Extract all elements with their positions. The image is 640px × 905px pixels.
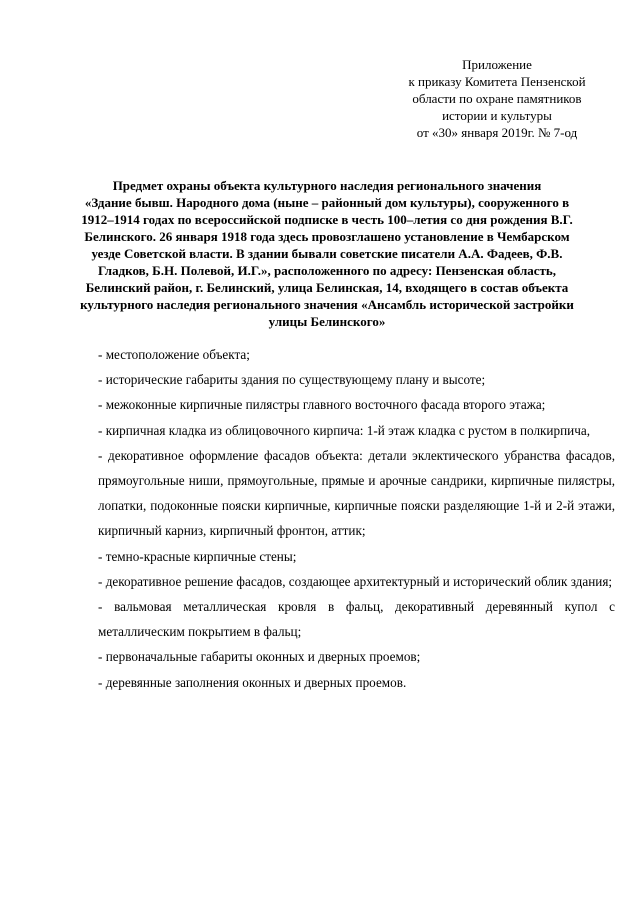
heading-line: культурного наследия регионального значения «Ансамбль исторической застройки (80, 297, 574, 312)
list-item: - кирпичная кладка из облицовочного кирпича: 1-й этаж кладка с рустом в полкирпича, (98, 422, 590, 438)
list-item: - декоративное решение фасадов, создающее архитектурный и исторический облик здания; (98, 573, 613, 589)
protection-items-list (98, 342, 615, 695)
appendix-line-title: Приложение (462, 57, 532, 72)
heading-line: Предмет охраны объекта культурного наследия регионального значения (112, 178, 542, 193)
heading-line: уезде Советской власти. В здании бывали советские писатели А.А. Фадеев, Ф.В. (91, 246, 563, 261)
heading-line: Белинского. 26 января 1918 года здесь провозглашено установление в Чембарском (84, 229, 570, 244)
heading-line: «Здание бывш. Народного дома (ныне – районный дом культуры), сооруженного в (84, 195, 570, 210)
appendix-line-culture: истории и культуры (442, 108, 552, 123)
list-item: - местоположение объекта; (98, 347, 250, 362)
list-item: - темно-красные кирпичные стены; (98, 548, 297, 564)
list-item: - первоначальные габариты оконных и дверных проемов; (98, 649, 421, 665)
heading-line: Гладков, Б.Н. Полевой, И.Г.», расположенного по адресу: Пензенская область, (97, 263, 557, 278)
list-item: - исторические габариты здания по существующему плану и высоте; (98, 372, 486, 388)
heading-line: 1912–1914 годах по всероссийской подписке в честь 100–летия со дня рождения В.Г. (81, 212, 573, 227)
heading-line: Белинский район, г. Белинский, улица Белинская, 14, входящего в состав объекта (85, 280, 569, 295)
list-item: - декоративное оформление фасадов объекта: детали эклектического убранства фасадов, прямоугольные ниши, прямоугольные, прямые и арочные сандрики, кирпичные пилястры, лопатки, подоконные пояски кирпичные, кирпичные пояски разделяющие 1-й и 2-й этажи, кирпичный карниз, кирпичный фронтон, аттик; (98, 447, 615, 539)
list-item: - межоконные кирпичные пилястры главного восточного фасада второго этажа; (98, 397, 546, 413)
appendix-block (372, 56, 622, 141)
document-heading (64, 177, 590, 330)
appendix-line-region: области по охране памятников (412, 91, 582, 106)
list-item: - деревянные заполнения оконных и дверных проемов. (98, 674, 407, 690)
appendix-line-order: к приказу Комитета Пензенской (408, 74, 586, 89)
appendix-line-date: от «30» января 2019г. № 7-од (416, 125, 578, 140)
list-item: - вальмовая металлическая кровля в фальц, декоративный деревянный купол с металлическим покрытием в фальц; (98, 599, 615, 640)
heading-line: улицы Белинского» (268, 314, 386, 329)
